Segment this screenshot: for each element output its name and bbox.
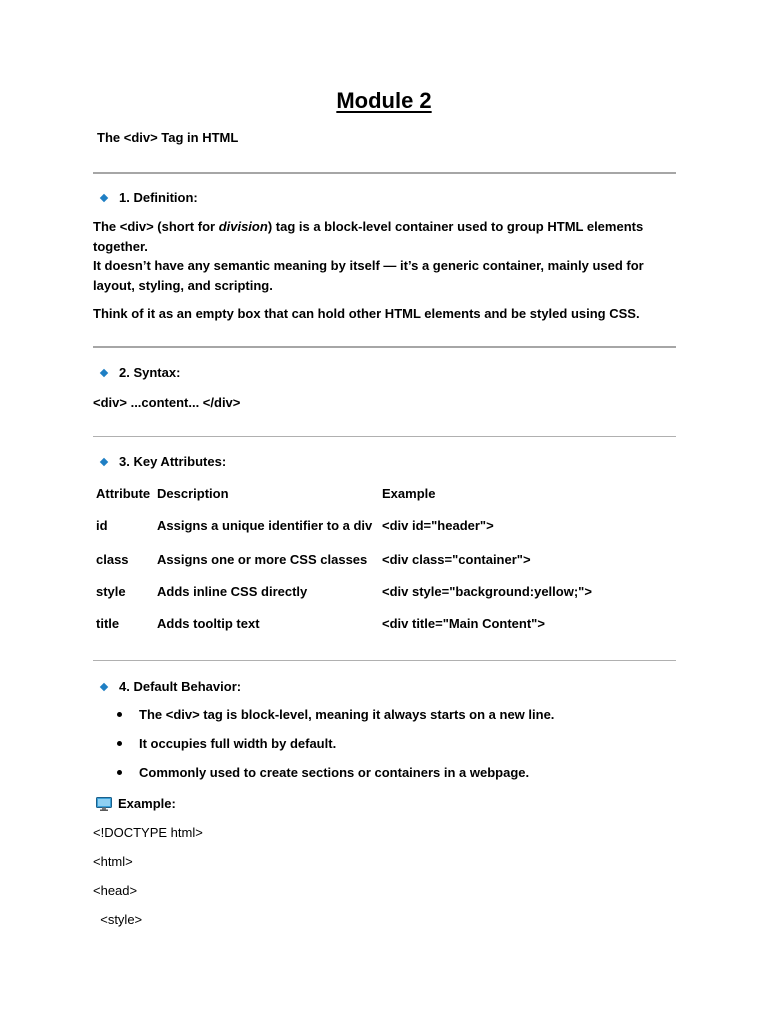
horizontal-rule xyxy=(93,660,676,661)
section-heading-label: 1. Definition: xyxy=(119,190,198,205)
page-subtitle: The <div> Tag in HTML xyxy=(97,130,239,145)
cell-description: Assigns one or more CSS classes xyxy=(157,552,368,567)
horizontal-rule xyxy=(93,436,676,437)
section-heading-label: 3. Key Attributes: xyxy=(119,454,227,469)
section-heading-definition xyxy=(100,190,198,205)
list-item: It occupies full width by default. xyxy=(117,736,336,751)
code-line: <style> xyxy=(93,912,143,927)
horizontal-rule xyxy=(93,172,676,174)
cell-attribute: style xyxy=(96,584,126,599)
code-line: <!DOCTYPE html> xyxy=(93,825,203,840)
column-header-description: Description xyxy=(157,486,229,501)
syntax-line: <div> ...content... </div> xyxy=(93,395,241,410)
cell-example: <div style="background:yellow;"> xyxy=(382,584,592,599)
diamond-bullet-icon xyxy=(100,682,108,690)
diamond-bullet-icon xyxy=(100,193,108,201)
section-heading-default-behavior xyxy=(100,679,241,694)
column-header-example: Example xyxy=(382,486,436,501)
code-line: <head> xyxy=(93,883,138,898)
definition-paragraph-1: The <div> (short for division) tag is a block-level container used to group HTML elements together. xyxy=(93,219,644,254)
cell-attribute: id xyxy=(96,518,108,533)
column-header-attribute: Attribute xyxy=(96,486,151,501)
example-heading xyxy=(96,796,176,811)
emphasis-division: division xyxy=(218,219,268,234)
cell-description: Adds inline CSS directly xyxy=(157,584,308,599)
diamond-bullet-icon xyxy=(100,457,108,465)
list-item: The <div> tag is block-level, meaning it always starts on a new line. xyxy=(117,707,554,722)
section-heading-label: 4. Default Behavior: xyxy=(119,679,242,694)
horizontal-rule xyxy=(93,346,676,348)
example-heading-label: Example: xyxy=(118,796,176,811)
cell-attribute: class xyxy=(96,552,129,567)
definition-paragraph-2: It doesn’t have any semantic meaning by itself — it’s a generic container, mainly used for layout, styling, and scripting. xyxy=(93,258,644,293)
bullet-dot-icon xyxy=(117,770,122,775)
code-line: <html> xyxy=(93,854,133,869)
section-heading-key-attributes xyxy=(100,454,226,469)
cell-example: <div class="container"> xyxy=(382,552,531,567)
section-heading-label: 2. Syntax: xyxy=(119,365,181,380)
cell-description: Assigns a unique identifier to a div xyxy=(157,518,373,533)
diamond-bullet-icon xyxy=(100,368,108,376)
page-title: Module 2 xyxy=(336,88,432,113)
cell-example: <div id="header"> xyxy=(382,518,494,533)
bullet-dot-icon xyxy=(117,712,122,717)
computer-monitor-icon xyxy=(96,797,112,811)
list-item: Commonly used to create sections or containers in a webpage. xyxy=(117,765,529,780)
cell-example: <div title="Main Content"> xyxy=(382,616,545,631)
cell-description: Adds tooltip text xyxy=(157,616,260,631)
cell-attribute: title xyxy=(96,616,120,631)
bullet-dot-icon xyxy=(117,741,122,746)
section-heading-syntax xyxy=(100,365,180,380)
definition-paragraph-3: Think of it as an empty box that can hold other HTML elements and be styled using CSS. xyxy=(93,306,640,321)
